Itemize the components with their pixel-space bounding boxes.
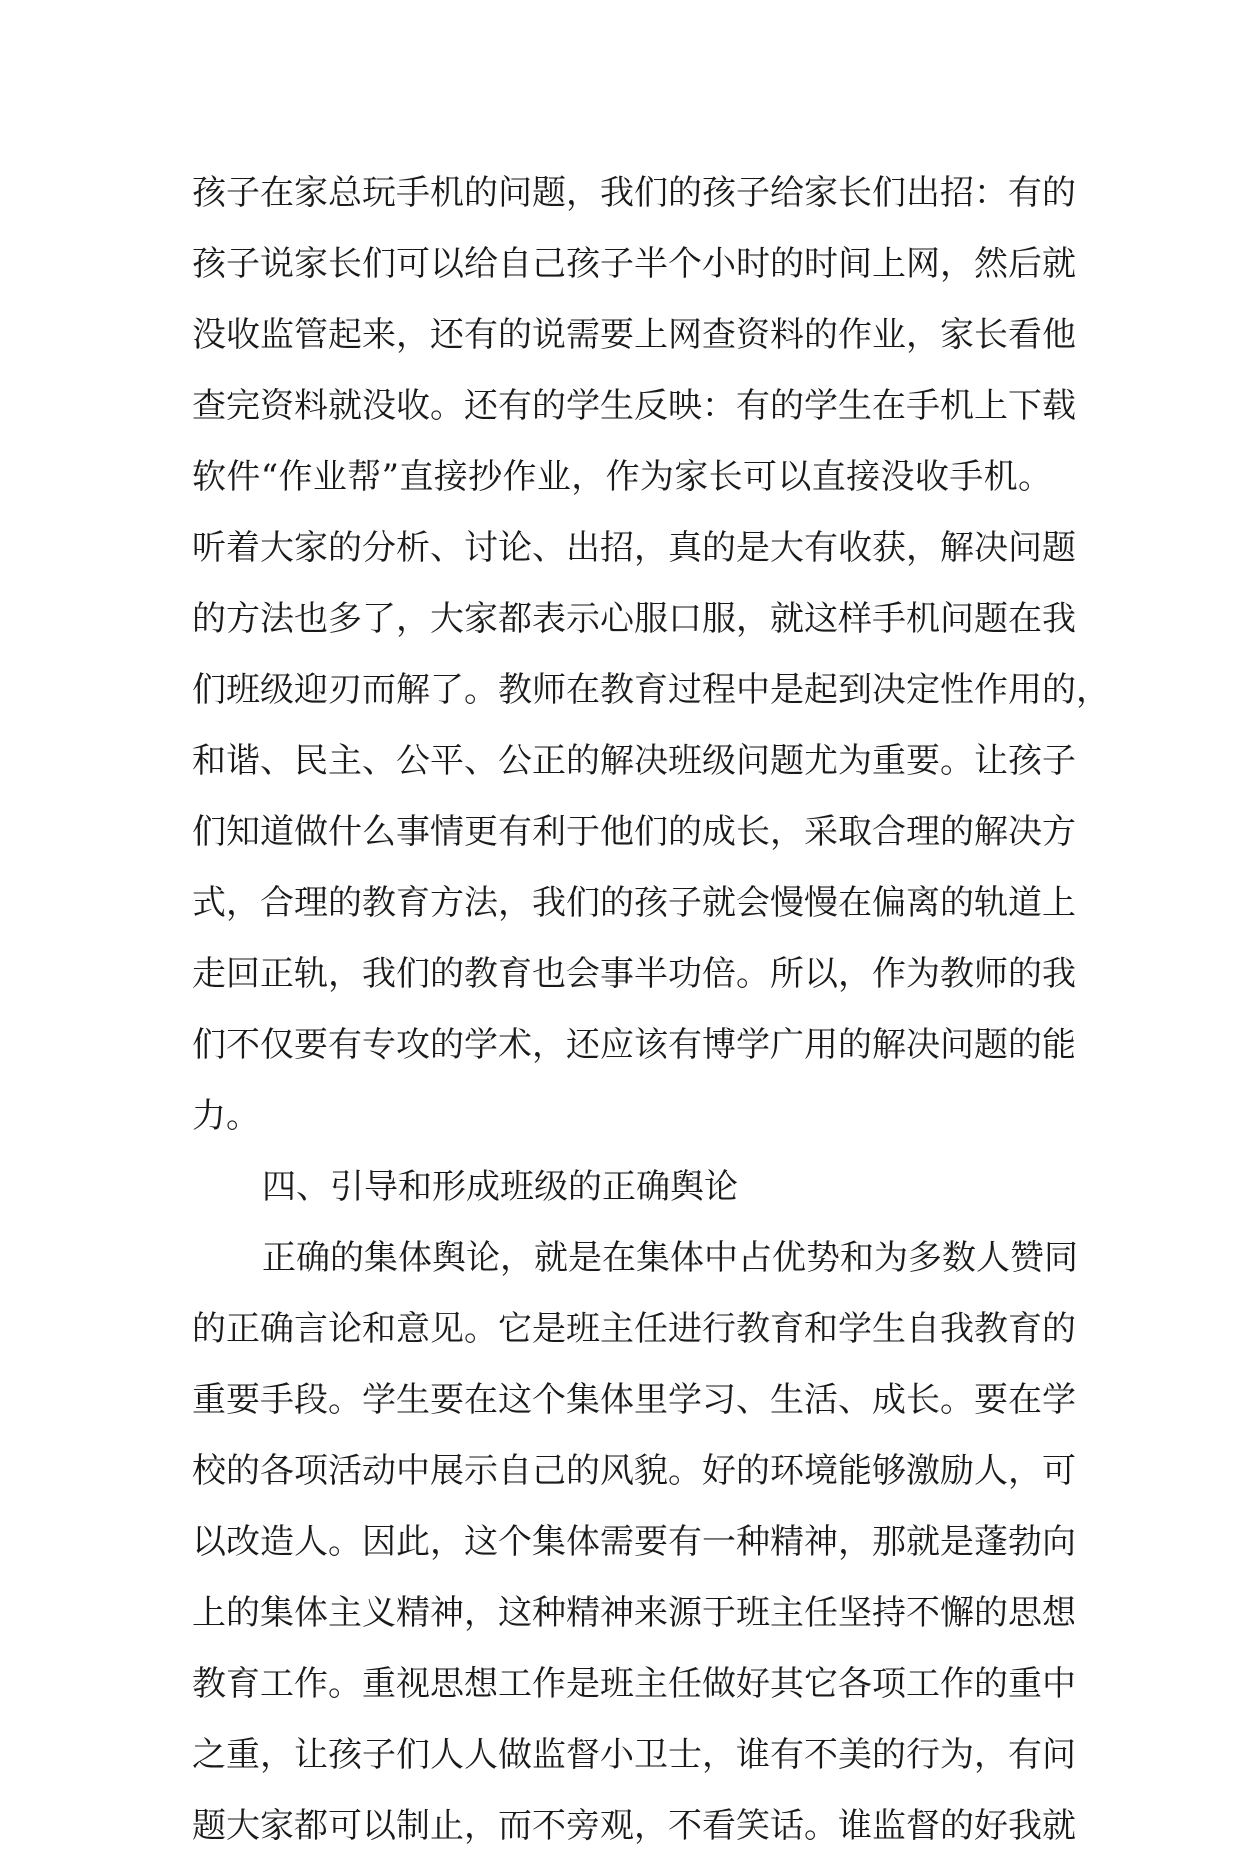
document-body	[192, 158, 1110, 1862]
text-line: 之重，让孩子们人人做监督小卫士，谁有不美的行为，有问	[192, 1735, 1076, 1775]
text-line: 教育工作。重视思想工作是班主任做好其它各项工作的重中	[192, 1664, 1076, 1704]
section-heading: 四、引导和形成班级的正确舆论	[262, 1167, 738, 1207]
text-line: 孩子在家总玩手机的问题，我们的孩子给家长们出招：有的	[192, 173, 1076, 213]
text-line: 们班级迎刃而解了。教师在教育过程中是起到决定性作用的，	[192, 670, 1110, 710]
text-line: 上的集体主义精神，这种精神来源于班主任坚持不懈的思想	[192, 1593, 1076, 1633]
text-line: 题大家都可以制止，而不旁观，不看笑话。谁监督的好我就	[192, 1806, 1076, 1846]
text-line: 查完资料就没收。还有的学生反映：有的学生在手机上下载	[192, 386, 1076, 426]
text-line: 走回正轨，我们的教育也会事半功倍。所以，作为教师的我	[192, 954, 1076, 994]
paragraph-2	[192, 1223, 1078, 1862]
text-line: 正确的集体舆论，就是在集体中占优势和为多数人赞同	[262, 1238, 1078, 1278]
text-line: 重要手段。学生要在这个集体里学习、生活、成长。要在学	[192, 1380, 1076, 1420]
text-line: 力。	[192, 1096, 260, 1136]
text-line: 式，合理的教育方法，我们的孩子就会慢慢在偏离的轨道上	[192, 883, 1076, 923]
text-line: 们知道做什么事情更有利于他们的成长，采取合理的解决方	[192, 812, 1076, 852]
text-line: 们不仅要有专攻的学术，还应该有博学广用的解决问题的能	[192, 1025, 1076, 1065]
text-line: 的方法也多了，大家都表示心服口服，就这样手机问题在我	[192, 599, 1076, 639]
text-line: 没收监管起来，还有的说需要上网查资料的作业，家长看他	[192, 315, 1076, 355]
text-line: 孩子说家长们可以给自己孩子半个小时的时间上网，然后就	[192, 244, 1076, 284]
text-line: 校的各项活动中展示自己的风貌。好的环境能够激励人，可	[192, 1451, 1076, 1491]
text-line: 和谐、民主、公平、公正的解决班级问题尤为重要。让孩子	[192, 741, 1076, 781]
text-line: 的正确言论和意见。它是班主任进行教育和学生自我教育的	[192, 1309, 1076, 1349]
paragraph-1	[192, 158, 1110, 1152]
text-line: 听着大家的分析、讨论、出招，真的是大有收获，解决问题	[192, 528, 1076, 568]
text-line: 软件“作业帮”直接抄作业，作为家长可以直接没收手机。	[192, 457, 1052, 497]
text-line: 以改造人。因此，这个集体需要有一种精神，那就是蓬勃向	[192, 1522, 1076, 1562]
